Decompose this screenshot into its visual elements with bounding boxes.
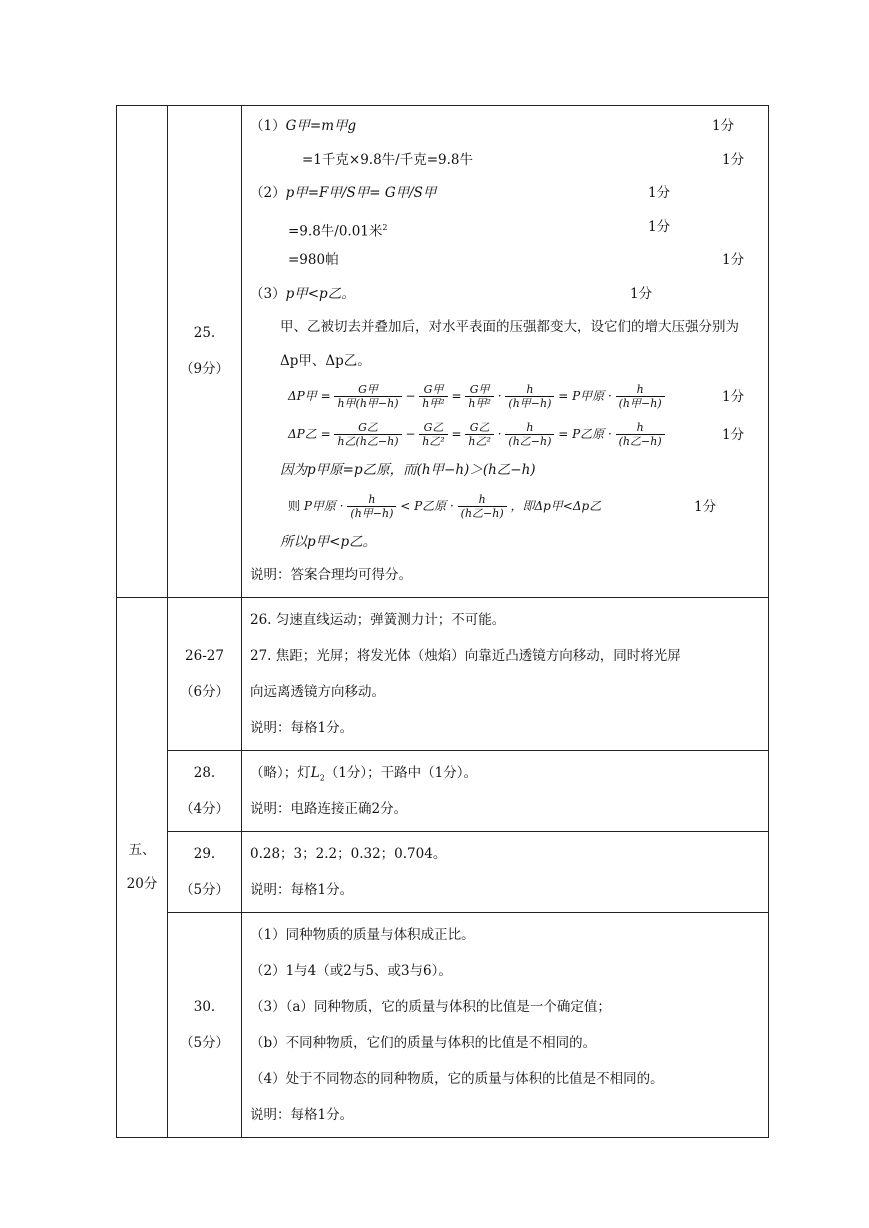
answer-line: （3）（a）同种物质，它的质量与体积的比值是一个确定值；	[250, 998, 611, 1015]
section-cell	[117, 597, 168, 1137]
answer-line: （2）1与4（或2与5、或3与6）。	[250, 962, 452, 979]
answer-table	[116, 105, 769, 1138]
table-row-q28	[117, 750, 769, 831]
score: 1分	[722, 252, 745, 268]
question-number-cell	[168, 106, 242, 598]
answer-line: （1）G甲=m甲g 1分	[250, 110, 762, 144]
answer-line: 27. 焦距；光屏；将发光体（烛焰）向靠近凸透镜方向移动，同时将光屏	[250, 647, 681, 664]
score: 1分	[648, 218, 671, 235]
answer-cell	[242, 831, 769, 912]
question-points: （6分）	[179, 683, 230, 700]
question-number: 25.	[193, 325, 216, 342]
question-number: 30.	[193, 998, 216, 1015]
answer-line: 26. 匀速直线运动；弹簧测力计；不可能。	[250, 611, 506, 628]
answer-paragraph: 甲、乙被切去并叠加后，对水平表面的压强都变大，设它们的增大压强分别为Δp甲、Δp乙。	[280, 319, 739, 369]
answer-line: （4）处于不同物态的同种物质，它的质量与体积的比值是不相同的。	[250, 1070, 664, 1087]
question-number-cell	[168, 912, 242, 1137]
answer-line: （2）p甲=F甲/S甲= G甲/S甲 1分	[250, 177, 762, 211]
answer-cell	[242, 750, 769, 831]
answer-line: 向远离透镜方向移动。	[250, 683, 385, 700]
score: 1分	[630, 285, 653, 302]
table-row-q25	[117, 106, 769, 598]
answer-cell	[242, 597, 769, 750]
question-points: （5分）	[179, 1034, 230, 1051]
table-row-q30	[117, 912, 769, 1137]
answer-line: （1）同种物质的质量与体积成正比。	[250, 926, 475, 943]
answer-line: （b）不同种物质，它们的质量与体积的比值是不相同的。	[250, 1034, 597, 1051]
answer-note: 说明：每格1分。	[250, 1106, 354, 1123]
answer-cell	[242, 912, 769, 1137]
score: 1分	[722, 151, 745, 168]
answer-note: 说明：每格1分。	[250, 881, 354, 898]
question-number-cell	[168, 831, 242, 912]
answer-note: 说明：电路连接正确2分。	[250, 800, 408, 817]
score: 1分	[648, 185, 671, 201]
equation-comparison: 则 P甲原 · $\frac{h}{\text{(h甲−h)}}$ < P乙原 · $\frac{h}{\text{(h乙−h)}}$ ，即Δp甲<Δp乙 1分	[250, 488, 762, 526]
table-row-q29	[117, 831, 769, 912]
question-number: 29.	[193, 845, 216, 862]
answer-note: 说明：每格1分。	[250, 719, 354, 736]
answer-line: 0.28；3；2.2；0.32；0.704。	[250, 845, 447, 862]
question-number: 28.	[193, 764, 216, 781]
answer-line: （3）p甲<p乙。 1分	[250, 278, 762, 312]
section-cell-empty	[117, 106, 168, 598]
score: 1分	[722, 427, 745, 443]
question-number-cell	[168, 597, 242, 750]
answer-line: （略）；灯$L_2(1$分）；干路中（1分）。	[250, 764, 477, 783]
score: 1分	[712, 118, 735, 134]
question-points: （4分）	[179, 800, 230, 817]
equation-delta-p-jia: ΔP甲 = $\frac{\text{G甲}}{\text{h甲(h甲−h)}}$ − $\frac{\text{G甲}}{\text{h甲²}}$ = $\frac{\text{G甲}}{\text{h甲²}}$ · $\frac{h}{\text{(h甲−h)}}$ = P甲原 · $\frac{h}{\text{(h甲−h)}}$ 1分	[250, 378, 762, 416]
answer-line: =980帕 1分	[250, 244, 762, 278]
section-points: 20分	[126, 876, 158, 892]
score: 1分	[694, 498, 717, 515]
table-row-q26-27	[117, 597, 769, 750]
answer-line: 因为p甲原=p乙原，而(h甲−h)＞(h乙−h)	[280, 462, 536, 478]
answer-cell	[242, 106, 769, 598]
answer-line: 所以p甲<p乙。	[280, 533, 377, 550]
answer-note: 说明：答案合理均可得分。	[250, 567, 412, 583]
score: 1分	[722, 389, 745, 405]
question-number: 26-27	[185, 647, 224, 664]
equation-delta-p-yi: ΔP乙 = $\frac{\text{G乙}}{\text{h乙(h乙−h)}}$ − $\frac{\text{G乙}}{\text{h乙²}}$ = $\frac{\text{G乙}}{\text{h乙²}}$ · $\frac{h}{\text{(h乙−h)}}$ = P乙原 · $\frac{h}{\text{(h乙−h)}}$ 1分	[250, 416, 762, 454]
question-number-cell	[168, 750, 242, 831]
answer-line: =9.8牛/0.01米$^2$ 1分	[250, 211, 762, 245]
section-label: 五、	[128, 842, 156, 858]
question-points: （9分）	[179, 361, 230, 378]
question-points: （5分）	[179, 881, 230, 898]
answer-line: =1千克×9.8牛/千克=9.8牛 1分	[250, 144, 762, 178]
